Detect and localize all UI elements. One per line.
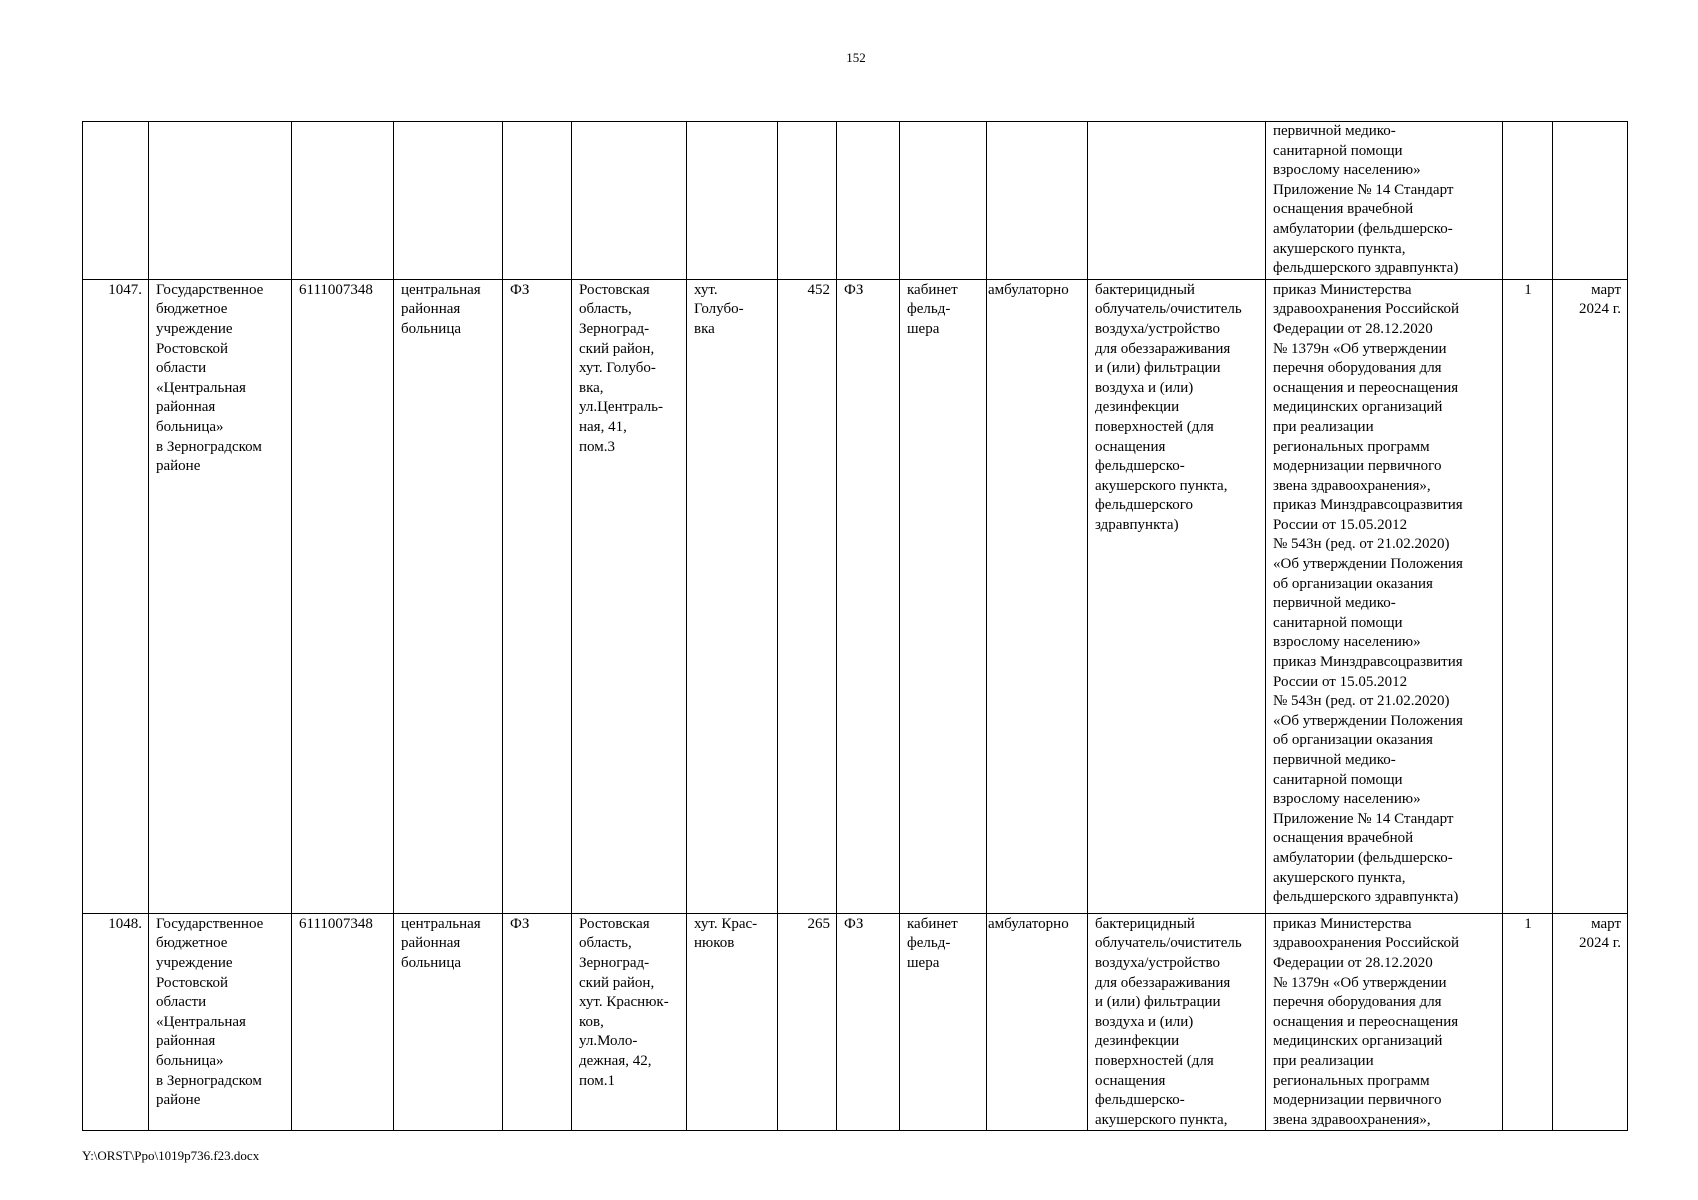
- table-row-continuation: [83, 122, 1628, 280]
- table-row: [83, 279, 1628, 913]
- cell-mode: амбулаторно: [987, 279, 1088, 913]
- cell-population: [778, 122, 837, 280]
- cell-population: 452: [778, 279, 837, 913]
- cell-unit: [837, 122, 900, 280]
- cell-equipment: бактерицидный облучатель/очиститель воздуха/устройство для обеззараживания и (или) фильтрации воздуха и (или) дезинфекции поверхностей (для оснащения фельдшерско- акушерского пункта, фельдшерского здравпункта): [1088, 279, 1266, 913]
- cell-inn: 6111007348: [292, 913, 394, 1131]
- cell-institution: Государственное бюджетное учреждение Ростовской области «Центральная районная больница» в Зерноградском районе: [149, 279, 292, 913]
- cell-type: [394, 122, 503, 280]
- cell-mode: [987, 122, 1088, 280]
- cell-address: Ростовская область, Зерноград- ский район, хут. Краснюк- ков, ул.Моло- дежная, 42, пом.1: [572, 913, 687, 1131]
- cell-subdivision: ФЗ: [503, 913, 572, 1131]
- cell-unit: ФЗ: [837, 279, 900, 913]
- cell-unit: ФЗ: [837, 913, 900, 1131]
- cell-inn: [292, 122, 394, 280]
- cell-room: кабинет фельд- шера: [900, 279, 987, 913]
- cell-institution: [149, 122, 292, 280]
- cell-quantity: 1: [1503, 279, 1553, 913]
- footer-file-path: Y:\ORST\Ppo\1019p736.f23.docx: [82, 1148, 260, 1163]
- cell-num: [83, 122, 149, 280]
- cell-num: 1047.: [83, 279, 149, 913]
- cell-subdivision: ФЗ: [503, 279, 572, 913]
- cell-subdivision: [503, 122, 572, 280]
- cell-mode: амбулаторно: [987, 913, 1088, 1131]
- cell-population: 265: [778, 913, 837, 1131]
- cell-equipment: [1088, 122, 1266, 280]
- cell-quantity: [1503, 122, 1553, 280]
- cell-basis: первичной медико- санитарной помощи взрослому населению» Приложение № 14 Стандарт оснащения врачебной амбулатории (фельдшерско- акушерского пункта, фельдшерского здравпункта): [1266, 122, 1503, 280]
- equipment-table: [82, 121, 1628, 1131]
- cell-type: центральная районная больница: [394, 913, 503, 1131]
- cell-quantity: 1: [1503, 913, 1553, 1131]
- cell-address: Ростовская область, Зерноград- ский район, хут. Голубо- вка, ул.Централь- ная, 41, пом.3: [572, 279, 687, 913]
- cell-date: март 2024 г.: [1553, 279, 1628, 913]
- page-number: 152: [846, 50, 866, 65]
- cell-date: [1553, 122, 1628, 280]
- cell-settlement: хут. Голубо- вка: [687, 279, 778, 913]
- cell-num: 1048.: [83, 913, 149, 1131]
- cell-address: [572, 122, 687, 280]
- cell-inn: 6111007348: [292, 279, 394, 913]
- table-row: [83, 913, 1628, 1131]
- cell-basis: приказ Министерства здравоохранения Российской Федерации от 28.12.2020 № 1379н «Об утверждении перечня оборудования для оснащения и переоснащения медицинских организаций при реализации региональных программ модернизации первичного звена здравоохранения»,: [1266, 913, 1503, 1131]
- cell-settlement: [687, 122, 778, 280]
- cell-room: [900, 122, 987, 280]
- cell-date: март 2024 г.: [1553, 913, 1628, 1131]
- cell-equipment: бактерицидный облучатель/очиститель воздуха/устройство для обеззараживания и (или) фильтрации воздуха и (или) дезинфекции поверхностей (для оснащения фельдшерско- акушерского пункта,: [1088, 913, 1266, 1131]
- cell-basis: приказ Министерства здравоохранения Российской Федерации от 28.12.2020 № 1379н «Об утверждении перечня оборудования для оснащения и переоснащения медицинских организаций при реализации региональных программ модернизации первичного звена здравоохранения», приказ Минздравсоцразвития России от 15.05.2012 № 543н (ред. от 21.02.2020) «Об утверждении Положения об организации оказания первичной медико- санитарной помощи взрослому населению» приказ Минздравсоцразвития России от 15.05.2012 № 543н (ред. от 21.02.2020) «Об утверждении Положения об организации оказания первичной медико- санитарной помощи взрослому населению» Приложение № 14 Стандарт оснащения врачебной амбулатории (фельдшерско- акушерского пункта, фельдшерского здравпункта): [1266, 279, 1503, 913]
- cell-type: центральная районная больница: [394, 279, 503, 913]
- cell-settlement: хут. Крас- нюков: [687, 913, 778, 1131]
- cell-institution: Государственное бюджетное учреждение Ростовской области «Центральная районная больница» в Зерноградском районе: [149, 913, 292, 1131]
- cell-room: кабинет фельд- шера: [900, 913, 987, 1131]
